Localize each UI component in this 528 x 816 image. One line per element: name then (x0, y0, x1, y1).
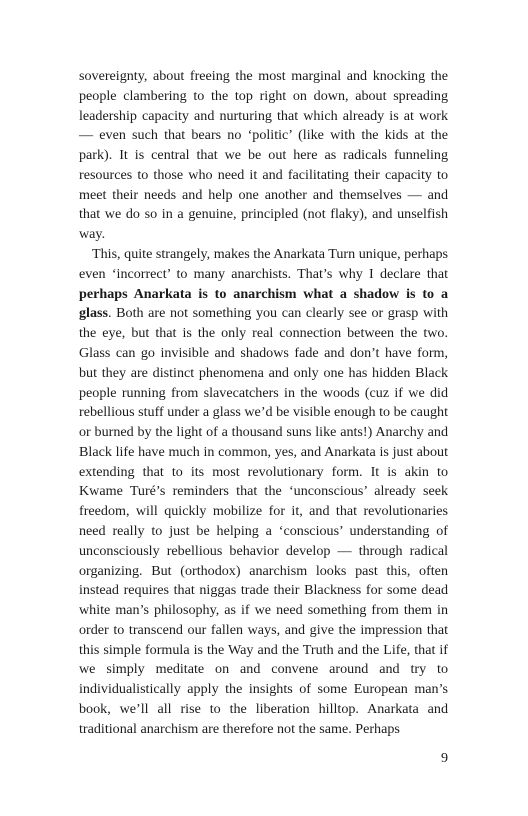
paragraph-text-start: This, quite strangely, makes the Anarkata Turn unique, perhaps even ‘incorrect’ to many anarchists. That’s why I declare that (79, 246, 448, 282)
paragraph-continuation: sovereignty, about freeing the most marginal and knocking the people clambering to the top right on down, about spreading leadership capacity and nurturing that which already is at work — even such that bears no ‘politic’ (like with the kids at the park). It is central that we be out here as radicals funneling resources to those who need it and facilitating their capacity to meet their needs and help one another and themselves — and that we do so in a genuine, principled (not flaky), and unselfish way. (79, 68, 448, 243)
paragraph-anarkata-turn (79, 245, 448, 740)
page-number: 9 (440, 750, 448, 766)
paragraph-text-rest: . Both are not something you can clearly see or grasp with the eye, but that is the only real connection between the two. Glass can go invisible and shadows fade and don’t have form, but they are distinct phenomena and only one has hidden Black people running from slavecatchers in the woods (cuz if we did rebellious stuff under a glass we’d be visible enough to be caught or burned by the light of a thousand suns like ants!) Anarchy and Black life have much in common, yes, and Anarkata is just about extending that to its most revolutionary form. It is akin to Kwame Turé’s reminders that the ‘unconscious’ already seek freedom, will quickly mobilize for it, and that revolutionaries need really to just be helping a ‘conscious’ understanding of unconsciously rebellious behavior develop — through radical organizing. But (orthodox) anarchism looks past this, often instead requires that niggas trade their Blackness for some dead white man’s philosophy, as if we need something from them in order to transcend our fallen ways, and give the impression that this simple formula is the Way and the Truth and the Life, that if we simply meditate on and convene around and try to individualistically apply the insights of some European man’s book, we’ll all rise to the liberation hilltop. Anarkata and traditional anarchism are therefore not the same. Perhaps (79, 305, 448, 737)
body-text (79, 67, 448, 740)
bold-thesis-statement: perhaps Anarkata is to anarchism what a shadow is to a glass (79, 285, 448, 322)
